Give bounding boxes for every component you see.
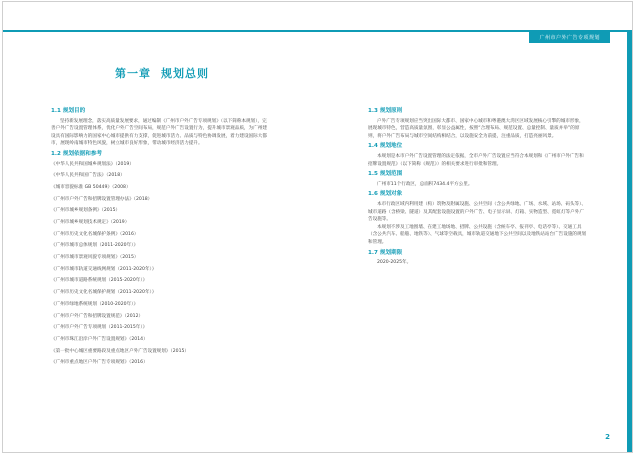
reference-item: 《广州市户外广告和招牌设置管理办法》（2018） (51, 196, 153, 202)
reference-item: 《广州市历史文化名城保护规划（2011-2020年）》 (51, 290, 157, 296)
section-heading: 1.3 规划原则 (368, 108, 403, 114)
page-number: 2 (605, 433, 610, 441)
reference-item: 《广州市户外广告专项规划（2011-2015年）》 (51, 325, 148, 331)
section-heading: 1.5 规划范围 (368, 171, 403, 178)
right-accent-bar (627, 32, 632, 452)
reference-item: 《广州市城乡规划技术规定》（2019） (51, 220, 130, 225)
reference-item: 《广州市历史文化名城保护条例》（2016） (51, 231, 139, 237)
reference-item: 《广州市城市道路系统规划（2015-2020年）》 (51, 278, 148, 284)
reference-item: 《广州市城乡规划条例》（2015） (51, 208, 121, 214)
reference-item: 《城市容貌标准 GB 50449》（2008） (51, 184, 131, 190)
reference-item: 《中华人民共和国广告法》（2018） (51, 173, 125, 179)
section-text: 本规划是本市户外广告设置管理的法定依据，全市户外广告设置应当符合本规划和《广州市户外广告和招牌设置规范》（以下简称《规范》）的相关要求进行审批和管理。 (368, 153, 584, 167)
section-text: 2020-2025年。 (377, 260, 412, 266)
section-heading: 1.4 规划地位 (368, 143, 403, 150)
section-text: 户外广告专项规划应当突出国际大都市、国家中心城市和粤港澳大湾区区域发展核心引擎的城市形象，展现城市特色，营造高质量氛围，彰显公益属性，按照“合理布局、规范设置、总量控制、量质并举”的原则，将户外广告布局与城市空间结构相结合，以设施安全为前提，注重品质，打造亮丽风景。 (368, 118, 584, 139)
section-heading: 1.7 规划期限 (368, 249, 403, 256)
reference-item: 《广州市户外广告和招牌设置规范》（2012） (51, 313, 144, 319)
header-bar (3, 2, 632, 41)
reference-item: 《广州市城市总体规划（2011-2020年）》 (51, 243, 139, 249)
reference-item: 《中华人民共和国城乡规划法》（2019） (51, 161, 134, 167)
chapter-title (115, 65, 219, 81)
section-heading: 1.6 规划对象 (368, 191, 403, 198)
reference-item: 《广州市绿地系统规划（2010-2020年）》 (51, 301, 139, 307)
reference-item: 《第一批中心城区重要路段及重点地区户外广告设置规划》（2015） (51, 348, 190, 354)
reference-item: 《广州市城市景观风貌专项规划》（2015） (51, 255, 139, 261)
right-column (368, 105, 588, 267)
header-tag: 广州市户外广告专项规划 (529, 32, 610, 43)
section-text: 广州市11个行政区，总面积7434.4平方公里。 (377, 181, 473, 187)
chapter-name: 规划总则 (161, 67, 209, 80)
chapter-number: 第一章 (115, 67, 151, 80)
reference-item: 《广州市珠江沿岸户外广告设置规划》（2014） (51, 336, 148, 342)
section-text: 坚持新发展理念，落实高质量发展要求，通过编制《广州市户外广告专项规划》（以下简称本规划），完善户外广告设置管理体系，优化户外广告空间布局，规范户外广告设置行为，提升城市景观品质，为广州建设具有国际影响力的国家中心城市提供有力支撑，促进城市活力、品质与特色协调发展，着力建设国际大都市，展现岭南城市特色风貌，树立城市良好形象，带动城市经济活力提升。 (51, 118, 267, 147)
document-page (2, 1, 633, 453)
reference-item: 《广州市重点地区户外广告专项规划》（2016） (51, 360, 148, 366)
section-heading: 1.2 规划依据和参考 (51, 150, 103, 157)
reference-item: 《广州市城市轨道交通线网规划（2011-2020年）》 (51, 266, 157, 272)
section-text: 本规划不涉及工地围墙、在建工地场地、招牌、公共设施（含候车亭、报刊亭、电话亭等）、交通工具（含公共汽车、船舶、地铁等）、气球等空载具，城市轨道交通地下公共空间以及地铁站站台广告设施的规划和管理。 (368, 224, 587, 245)
section-heading: 1.1 规划目的 (51, 108, 86, 114)
left-column (51, 105, 271, 371)
section-text: 本市行政区域内利用建（构）筑物及附属设施、公共空间（含公共绿地、广场、水域、站场、码头等）、城市道路（含桥梁、隧道）及其配套设施设置的户外广告、电子显示屏、灯箱、实物造型、霓虹灯等户外广告设施等。 (368, 201, 587, 223)
